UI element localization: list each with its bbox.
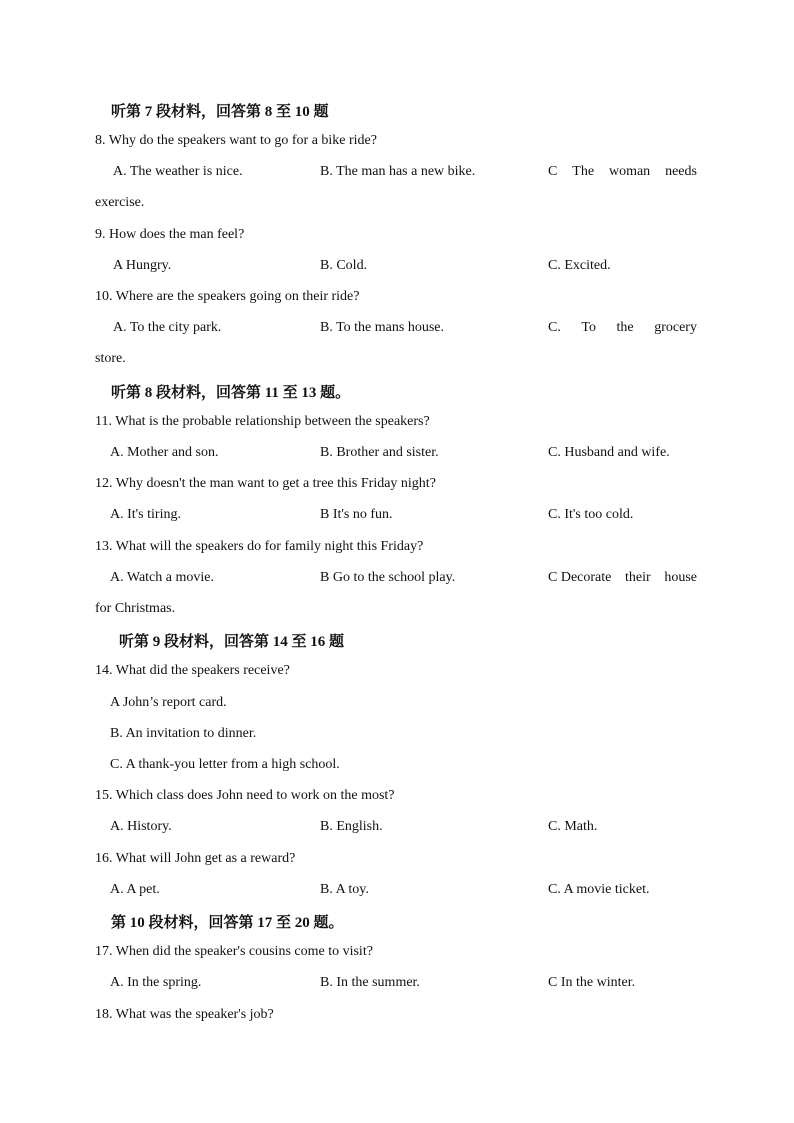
q9-option-c: C. Excited. xyxy=(548,258,611,273)
q10-option-c-word: grocery xyxy=(654,320,697,335)
q12-option-a: A. It's tiring. xyxy=(110,507,181,522)
q14-option-a: A John’s report card. xyxy=(110,695,227,710)
q10-option-c-word: C. xyxy=(548,320,561,335)
question-8: 8. Why do the speakers want to go for a bike ride? xyxy=(95,133,377,148)
question-16: 16. What will John get as a reward? xyxy=(95,851,296,866)
question-10: 10. Where are the speakers going on their ride? xyxy=(95,289,360,304)
q12-option-c: C. It's too cold. xyxy=(548,507,634,522)
q8-option-c-word: woman xyxy=(608,164,651,179)
q11-option-b: B. Brother and sister. xyxy=(320,445,439,460)
q11-option-c: C. Husband and wife. xyxy=(548,445,670,460)
section-heading-8: 听第 8 段材料，回答第 11 至 13 题。 xyxy=(111,385,351,401)
q13-option-c-word: house xyxy=(664,570,697,585)
q14-option-c: C. A thank-you letter from a high school. xyxy=(110,757,340,772)
q15-option-a: A. History. xyxy=(110,819,172,834)
question-18: 18. What was the speaker's job? xyxy=(95,1007,274,1022)
question-14: 14. What did the speakers receive? xyxy=(95,663,290,678)
q16-option-c: C. A movie ticket. xyxy=(548,882,650,897)
q14-option-b: B. An invitation to dinner. xyxy=(110,726,257,741)
question-17: 17. When did the speaker's cousins come to visit? xyxy=(95,944,373,959)
q10-option-c xyxy=(548,320,697,336)
q10-option-b: B. To the mans house. xyxy=(320,320,444,335)
q11-option-a: A. Mother and son. xyxy=(110,445,219,460)
q16-option-a: A. A pet. xyxy=(110,882,160,897)
q13-option-c-word: their xyxy=(625,570,651,585)
q13-option-c xyxy=(548,570,697,586)
q9-option-b: B. Cold. xyxy=(320,258,368,273)
section-heading-9: 听第 9 段材料，回答第 14 至 16 题 xyxy=(119,634,345,650)
q8-option-c xyxy=(548,164,697,180)
q8-option-c-word: The xyxy=(572,164,595,179)
question-13: 13. What will the speakers do for family night this Friday? xyxy=(95,539,424,554)
question-11: 11. What is the probable relationship between the speakers? xyxy=(95,414,430,429)
q10-option-a: A. To the city park. xyxy=(113,320,222,335)
q8-option-c-word: needs xyxy=(665,164,697,179)
q15-option-c: C. Math. xyxy=(548,819,598,834)
q17-option-a: A. In the spring. xyxy=(110,975,202,990)
section-heading-7: 听第 7 段材料，回答第 8 至 10 题 xyxy=(111,104,329,120)
question-9: 9. How does the man feel? xyxy=(95,227,245,242)
q8-option-c-continued: exercise. xyxy=(95,195,145,210)
question-12: 12. Why doesn't the man want to get a tree this Friday night? xyxy=(95,476,436,491)
q16-option-b: B. A toy. xyxy=(320,882,369,897)
q8-option-c-word: C xyxy=(548,164,558,179)
q17-option-c: C In the winter. xyxy=(548,975,636,990)
q13-option-a: A. Watch a movie. xyxy=(110,570,214,585)
q13-option-c-word: C Decorate xyxy=(548,570,612,585)
q10-option-c-continued: store. xyxy=(95,351,126,366)
q17-option-b: B. In the summer. xyxy=(320,975,420,990)
q15-option-b: B. English. xyxy=(320,819,383,834)
q13-option-b: B Go to the school play. xyxy=(320,570,456,585)
section-heading-10: 第 10 段材料，回答第 17 至 20 题。 xyxy=(111,915,344,931)
q8-option-a: A. The weather is nice. xyxy=(113,164,243,179)
q10-option-c-word: To xyxy=(581,320,596,335)
q9-option-a: A Hungry. xyxy=(113,258,172,273)
q13-option-c-continued: for Christmas. xyxy=(95,601,176,616)
q8-option-b: B. The man has a new bike. xyxy=(320,164,476,179)
q12-option-b: B It's no fun. xyxy=(320,507,393,522)
q10-option-c-word: the xyxy=(616,320,634,335)
question-15: 15. Which class does John need to work on the most? xyxy=(95,788,395,803)
